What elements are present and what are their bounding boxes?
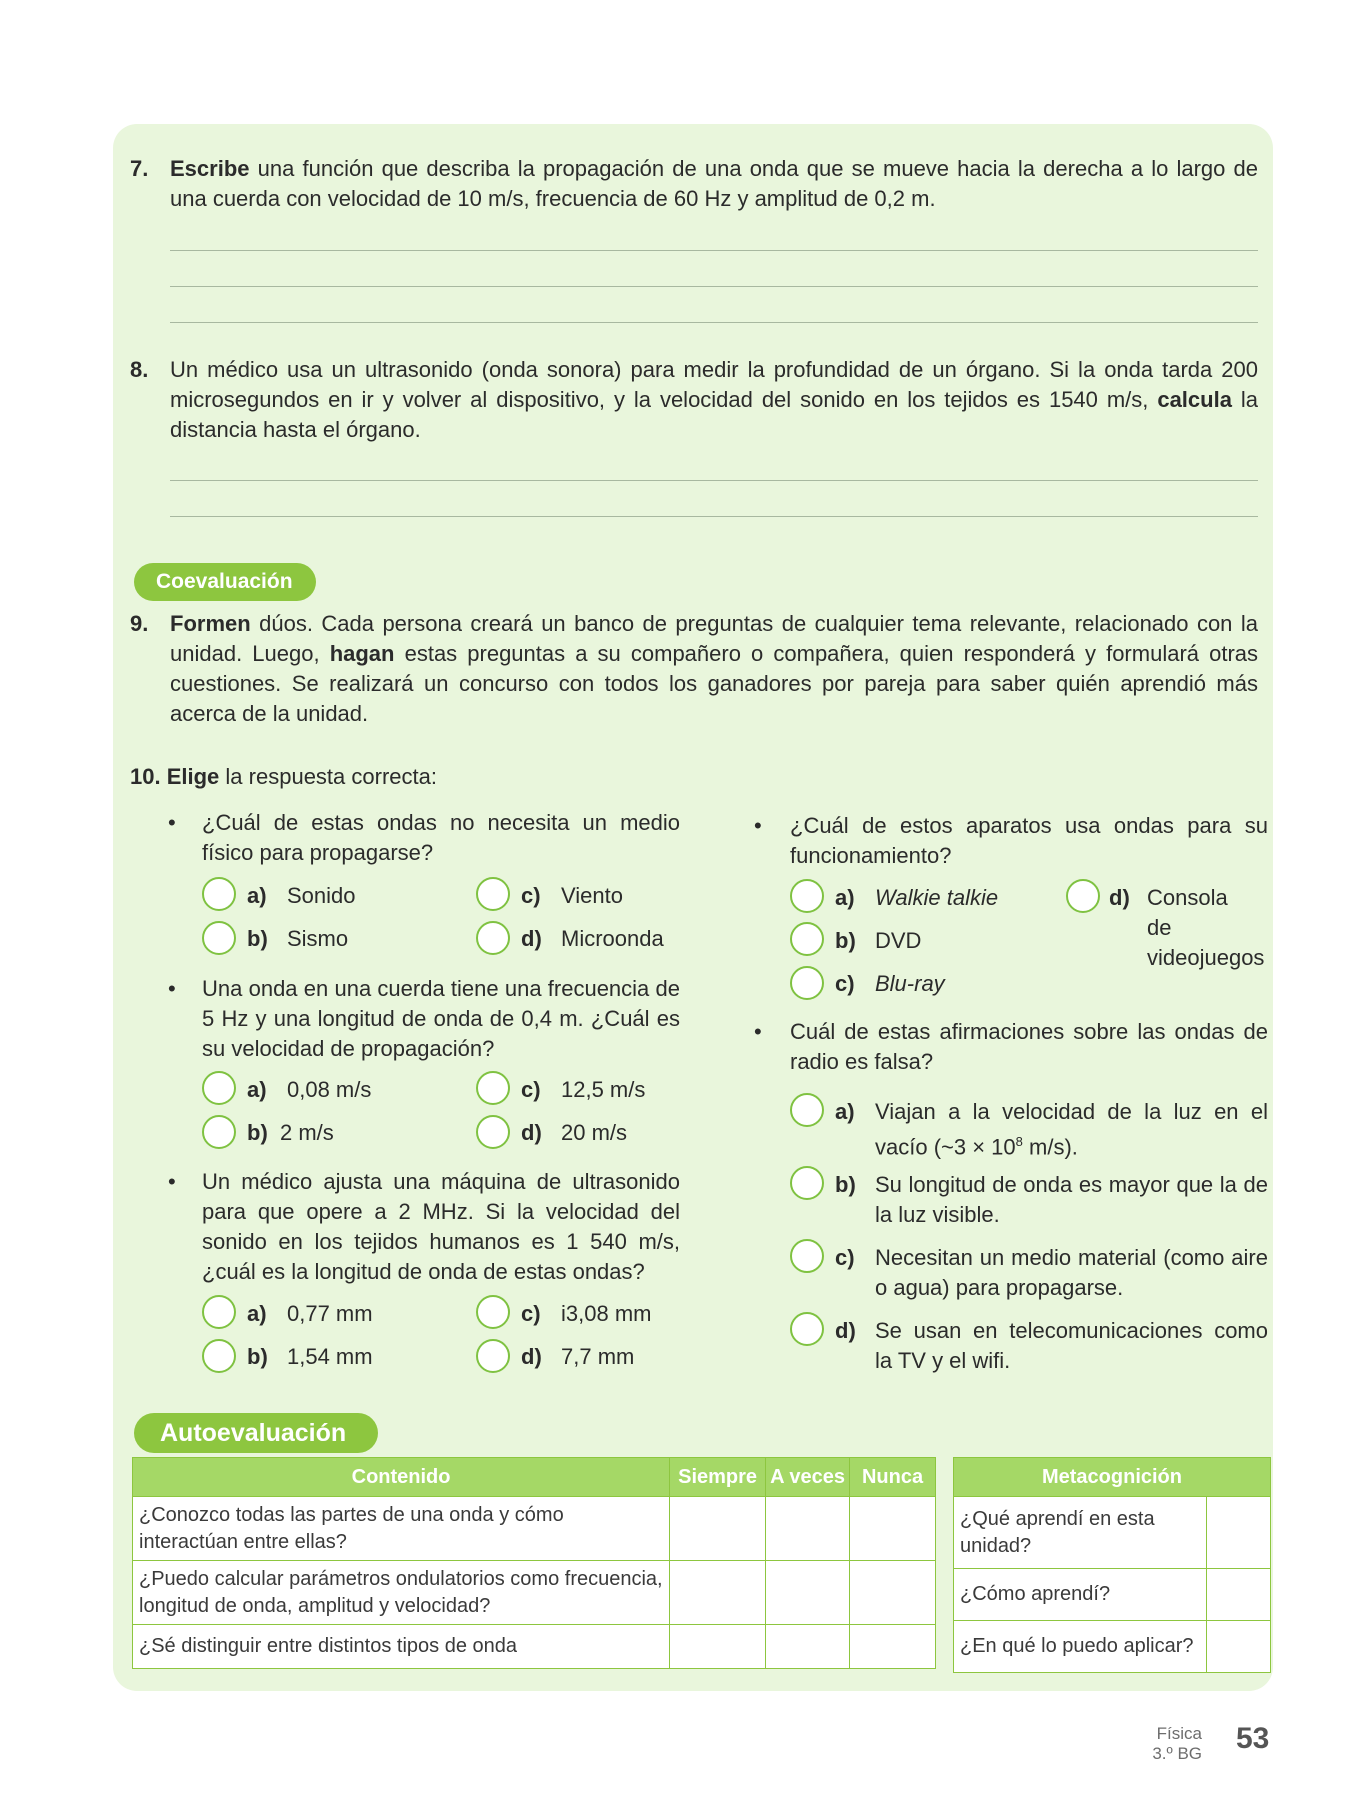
option-letter: a) — [247, 1301, 267, 1326]
checkbox-cell[interactable] — [850, 1497, 936, 1561]
answer-circle[interactable] — [790, 879, 824, 913]
header-a-veces: A veces — [766, 1458, 850, 1497]
answer-circle[interactable] — [790, 922, 824, 956]
answer-line[interactable] — [170, 250, 1258, 251]
q9-body-1: dúos. Cada persona creará un banco de preguntas de cualquier tema relevante, relacionado con la unidad. Luego, — [170, 611, 1258, 666]
footer-subject: Física — [1156, 1724, 1202, 1743]
checkbox-cell[interactable] — [766, 1561, 850, 1625]
answer-circle[interactable] — [476, 921, 510, 955]
option-text: i3,08 mm — [561, 1301, 652, 1326]
answer-circle[interactable] — [476, 1071, 510, 1105]
bullet: • — [168, 1169, 176, 1194]
checkbox-cell[interactable] — [670, 1497, 766, 1561]
bullet: • — [754, 813, 762, 838]
footer-grade: 3.º BG — [1152, 1744, 1202, 1763]
option-letter: b) — [247, 1344, 268, 1369]
option-letter: d) — [521, 1120, 542, 1145]
answer-circle[interactable] — [790, 1093, 824, 1127]
q10-verb: Elige — [166, 764, 220, 789]
option-letter: a) — [247, 883, 267, 908]
answer-circle[interactable] — [202, 921, 236, 955]
option-letter: c) — [521, 883, 541, 908]
header-siempre: Siempre — [670, 1458, 766, 1497]
answer-circle[interactable] — [476, 877, 510, 911]
answer-cell[interactable] — [1207, 1569, 1271, 1621]
header-metacognicion: Metacognición — [954, 1458, 1271, 1497]
option-text-end: m/s). — [1022, 1134, 1078, 1160]
option-letter: c) — [521, 1077, 541, 1102]
answer-line[interactable] — [170, 286, 1258, 287]
answer-circle[interactable] — [1066, 879, 1100, 913]
q9-text — [170, 609, 1258, 729]
option-text: 2 m/s — [280, 1120, 334, 1145]
checkbox-cell[interactable] — [850, 1625, 936, 1669]
answer-line[interactable] — [170, 322, 1258, 323]
q10-right-question: ¿Cuál de estos aparatos usa ondas para su funcionamiento? — [790, 813, 1268, 868]
q8-body-end: la distancia hasta el órgano. — [170, 387, 1258, 442]
option-letter: b) — [247, 1120, 268, 1145]
answer-circle[interactable] — [790, 1166, 824, 1200]
option-text: Su longitud de onda es mayor que la de la luz visible. — [875, 1172, 1268, 1227]
checkbox-cell[interactable] — [670, 1561, 766, 1625]
row-question: ¿Conozco todas las partes de una onda y cómo interactúan entre ellas? — [133, 1497, 670, 1561]
option-text: 0,77 mm — [287, 1301, 373, 1326]
option-text-sup: 8 — [1015, 1134, 1023, 1149]
q8-number: 8. — [130, 357, 149, 382]
option-text: 1,54 mm — [287, 1344, 373, 1369]
answer-line[interactable] — [170, 480, 1258, 481]
answer-circle[interactable] — [476, 1339, 510, 1373]
checkbox-cell[interactable] — [670, 1625, 766, 1669]
option-letter: c) — [835, 1245, 855, 1270]
bullet: • — [754, 1019, 762, 1044]
bullet: • — [168, 810, 176, 835]
q8-verb: calcula — [1157, 387, 1232, 412]
q10-heading — [130, 762, 437, 792]
option-text: Sismo — [287, 926, 349, 951]
row-question: ¿Puedo calcular parámetros ondulatorios como frecuencia, longitud de onda, amplitud y velocidad? — [133, 1561, 670, 1625]
option-letter: a) — [835, 1099, 855, 1124]
answer-cell[interactable] — [1207, 1497, 1271, 1569]
option-text: Walkie talkie — [875, 885, 999, 910]
answer-line[interactable] — [170, 516, 1258, 517]
answer-circle[interactable] — [202, 1115, 236, 1149]
header-contenido: Contenido — [133, 1458, 670, 1497]
coevaluacion-badge: Coevaluación — [134, 563, 316, 601]
option-text-part: Viajan a la velocidad de la luz en el vacío (~3 × 10 — [875, 1099, 1268, 1160]
option-text: Microonda — [561, 926, 664, 951]
row-question: ¿Sé distinguir entre distintos tipos de onda — [133, 1625, 670, 1669]
q10-number: 10. — [130, 764, 161, 789]
option-letter: d) — [521, 926, 542, 951]
page-number: 53 — [1236, 1722, 1270, 1755]
table-row — [133, 1497, 936, 1561]
answer-circle[interactable] — [202, 1295, 236, 1329]
answer-circle[interactable] — [476, 1295, 510, 1329]
q9-verb-2: hagan — [329, 641, 395, 666]
option-text: Consola de videojuegos — [1147, 885, 1265, 970]
option-text: Blu-ray — [875, 971, 945, 996]
answer-circle[interactable] — [790, 966, 824, 1000]
checkbox-cell[interactable] — [766, 1625, 850, 1669]
option-letter: c) — [835, 971, 855, 996]
header-nunca: Nunca — [850, 1458, 936, 1497]
option-letter: d) — [1109, 885, 1130, 910]
q7-text — [170, 154, 1258, 214]
table-row — [954, 1569, 1271, 1621]
bullet: • — [168, 976, 176, 1001]
q10-left-question: Una onda en una cuerda tiene una frecuencia de 5 Hz y una longitud de onda de 0,4 m. ¿Cuál es su velocidad de propagación? — [202, 976, 680, 1061]
metacognicion-table — [953, 1457, 1271, 1673]
option-letter: b) — [247, 926, 268, 951]
option-text: 7,7 mm — [561, 1344, 635, 1369]
answer-circle[interactable] — [202, 1339, 236, 1373]
q7-number: 7. — [130, 156, 149, 181]
q9-body-2: estas preguntas a su compañero o compañera, quien responderá y formulará otras cuestiones. Se realizará un concurso con todos los ganadores por pareja para saber quién aprendió más acerca de la unidad. — [170, 641, 1259, 726]
row-question: ¿En qué lo puedo aplicar? — [954, 1621, 1207, 1673]
option-letter: a) — [835, 885, 855, 910]
option-letter: c) — [521, 1301, 541, 1326]
option-text: Viento — [561, 883, 623, 908]
option-letter: b) — [835, 928, 856, 953]
autoevaluacion-table — [132, 1457, 936, 1669]
option-text: DVD — [875, 928, 922, 953]
answer-circle[interactable] — [476, 1115, 510, 1149]
row-question: ¿Cómo aprendí? — [954, 1569, 1207, 1621]
option-text: Se usan en telecomunicaciones como la TV y el wifi. — [875, 1318, 1268, 1373]
q8-body: Un médico usa un ultrasonido (onda sonora) para medir la profundidad de un órgano. Si la onda tarda 200 microsegundos en ir y volver al dispositivo, y la velocidad del sonido en los tejidos es 1540 m/s, — [170, 357, 1258, 412]
answer-cell[interactable] — [1207, 1621, 1271, 1673]
option-letter: b) — [835, 1172, 856, 1197]
option-letter: a) — [247, 1077, 267, 1102]
q8-text — [170, 355, 1258, 445]
option-text — [875, 1097, 1268, 1162]
autoevaluacion-badge: Autoevaluación — [134, 1413, 378, 1453]
option-text: 20 m/s — [561, 1120, 628, 1145]
option-text: Necesitan un medio material (como aire o agua) para propagarse. — [875, 1245, 1268, 1300]
q10-right-question: Cuál de estas afirmaciones sobre las ondas de radio es falsa? — [790, 1019, 1268, 1074]
answer-circle[interactable] — [202, 877, 236, 911]
answer-circle[interactable] — [202, 1071, 236, 1105]
q10-left-question: Un médico ajusta una máquina de ultrasonido para que opere a 2 MHz. Si la velocidad del sonido en los tejidos humanos es 1 540 m/s, ¿cuál es la longitud de onda de estas ondas? — [202, 1169, 680, 1284]
checkbox-cell[interactable] — [850, 1561, 936, 1625]
q9-number: 9. — [130, 611, 149, 636]
answer-circle[interactable] — [790, 1239, 824, 1273]
q9-verb-1: Formen — [170, 611, 251, 636]
table-row — [954, 1621, 1271, 1673]
answer-circle[interactable] — [790, 1312, 824, 1346]
table-row — [954, 1497, 1271, 1569]
option-letter: d) — [835, 1318, 856, 1343]
option-text: 12,5 m/s — [561, 1077, 646, 1102]
q10-left-question: ¿Cuál de estas ondas no necesita un medio físico para propagarse? — [202, 810, 680, 865]
table-row — [133, 1625, 936, 1669]
option-text: 0,08 m/s — [287, 1077, 372, 1102]
q7-verb: Escribe — [170, 156, 250, 181]
option-letter: d) — [521, 1344, 542, 1369]
checkbox-cell[interactable] — [766, 1497, 850, 1561]
q10-body: la respuesta correcta: — [225, 764, 437, 789]
row-question: ¿Qué aprendí en esta unidad? — [954, 1497, 1207, 1569]
table-row — [133, 1561, 936, 1625]
q7-body: una función que describa la propagación de una onda que se mueve hacia la derecha a lo largo de una cuerda con velocidad de 10 m/s, frecuencia de 60 Hz y amplitud de 0,2 m. — [170, 156, 1258, 211]
option-text: Sonido — [287, 883, 356, 908]
